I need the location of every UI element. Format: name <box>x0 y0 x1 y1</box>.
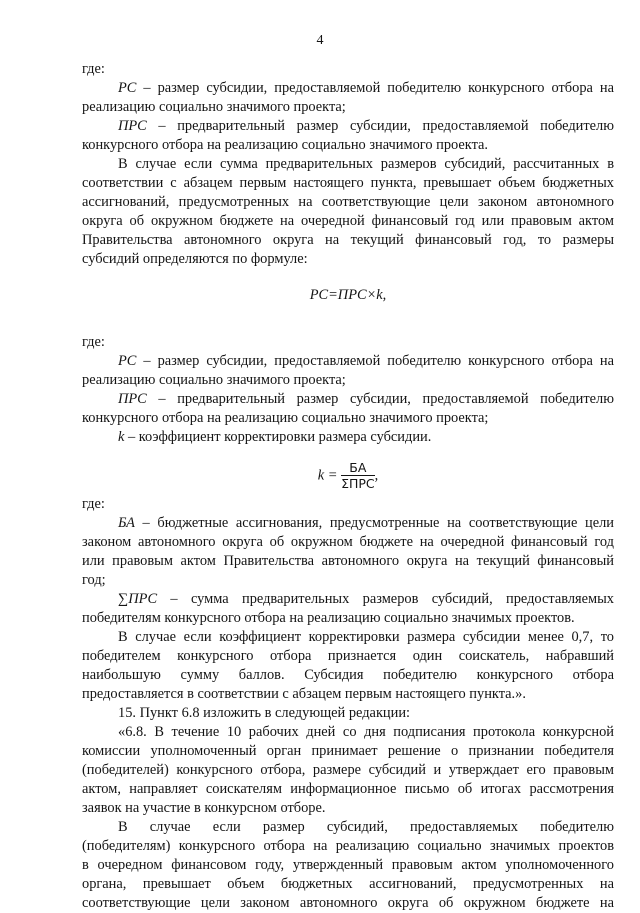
formula-k-denominator: ΣПРС <box>341 476 375 491</box>
paragraph-line: предоставляется в соответствии с абзацем первым настоящего пункта.». <box>82 686 526 702</box>
paragraph-line: В случае если размер субсидий, предоставляемых победителю <box>118 819 614 835</box>
page-content <box>82 60 614 913</box>
formula-rs: РС=ПРС×k, <box>309 287 387 303</box>
formula-k <box>82 461 614 491</box>
paragraph-line: округа об окружном бюджете на очередной финансовый год или правовым актом <box>82 213 614 229</box>
paragraph-line: соответствии с абзацем первым настоящего пункта, превышает объем бюджетных <box>82 175 614 191</box>
definition-rs-line: реализацию социально значимого проекта; <box>82 99 346 115</box>
paragraph-line: органа, превышает объем бюджетных ассигнований, предусмотренных на <box>82 876 614 892</box>
definition-rs-line: реализацию социально значимого проекта; <box>82 372 346 388</box>
paragraph-line: комиссии уполномоченный орган принимает решение о признании победителя <box>82 743 614 759</box>
paragraph-line: «6.8. В течение 10 рабочих дней со дня подписания протокола конкурсной <box>118 724 614 740</box>
paragraph-line: победителем конкурсного отбора признается один соискатель, набравший <box>82 648 614 664</box>
definition-prs-line: конкурсного отбора на реализацию социально значимого проекта. <box>82 137 489 153</box>
paragraph-line: (победителей) конкурсного отбора, размере субсидий и утверждает его правовым <box>82 762 614 778</box>
definition-k-line: k – коэффициент корректировки размера субсидии. <box>118 429 432 445</box>
paragraph-line: в очередном финансовом году, утвержденный правовым актом уполномоченного <box>82 857 614 873</box>
paragraph-line: актом, направляет соискателям информационное письмо об итогах рассмотрения <box>82 781 614 797</box>
paragraph-line: (победителям) конкурсного отбора на реализацию социально значимых проектов <box>82 838 614 854</box>
paragraph-line: субсидий определяются по формуле: <box>82 251 308 267</box>
formula-k-tail: , <box>374 467 379 484</box>
definition-prs-line: конкурсного отбора на реализацию социально значимого проекта; <box>82 410 489 426</box>
item-15-heading: 15. Пункт 6.8 изложить в следующей редакции: <box>118 705 411 721</box>
definition-ba-line: или правовым актом Правительства автономного округа на текущий финансовый <box>82 553 614 569</box>
definition-sum-prs-line: победителям конкурсного отбора на реализацию социально значимых проектов. <box>82 610 575 626</box>
formula-k-numerator: БА <box>341 461 375 476</box>
paragraph-line: Правительства автономного округа на текущий финансовый год, то размеры <box>82 232 614 248</box>
definition-prs-line: ПРС – предварительный размер субсидии, предоставляемой победителю <box>118 118 614 134</box>
paragraph-line: ассигнований, предусмотренных на соответствующие цели законом автономного <box>82 194 614 210</box>
definition-prs-line: ПРС – предварительный размер субсидии, предоставляемой победителю <box>118 391 614 407</box>
definition-sum-prs-line: ∑ПРС – сумма предварительных размеров субсидий, предоставляемых <box>118 591 614 607</box>
formula-k-fraction <box>341 461 375 491</box>
page-number: 4 <box>316 33 324 48</box>
paragraph-line: заявок на участие в конкурсном отборе. <box>82 800 326 816</box>
paragraph-line: В случае если сумма предварительных размеров субсидий, рассчитанных в <box>118 156 614 172</box>
definition-rs-line: РС – размер субсидии, предоставляемой победителю конкурсного отбора на <box>118 353 614 369</box>
definition-rs-line: РС – размер субсидии, предоставляемой победителю конкурсного отбора на <box>118 80 614 96</box>
paragraph-line: соответствующие цели законом автономного округа об окружном бюджете на <box>82 895 614 911</box>
definition-ba-line: год; <box>82 572 106 588</box>
paragraph-line: наибольшую сумму баллов. Субсидия победителю конкурсного отбора <box>82 667 614 683</box>
where-label: где: <box>82 334 105 350</box>
definition-ba-line: законом автономного округа об окружном бюджете на очередной финансовый год <box>82 534 614 550</box>
definition-ba-line: БА – бюджетные ассигнования, предусмотренные на соответствующие цели <box>118 515 614 531</box>
where-label: где: <box>82 61 105 77</box>
formula-k-lhs: k = <box>317 467 338 484</box>
paragraph-line: В случае если коэффициент корректировки размера субсидии менее 0,7, то <box>118 629 614 645</box>
where-label: где: <box>82 496 105 512</box>
